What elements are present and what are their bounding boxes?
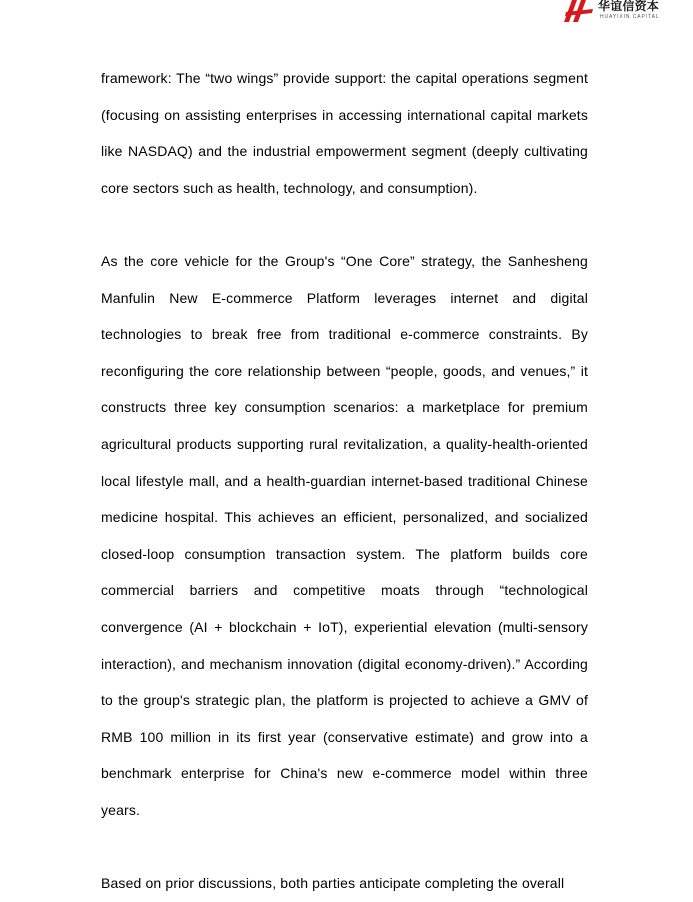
document-body — [101, 60, 588, 902]
logo-chinese-name: 华谊信资本 — [598, 0, 660, 13]
huayixin-logo-icon — [563, 0, 595, 22]
company-logo — [563, 0, 693, 24]
paragraph-discussions: Based on prior discussions, both parties anticipate completing the overall — [101, 875, 565, 892]
paragraph-two-wings: framework: The “two wings” provide support: the capital operations segment (focusing on assisting enterprises in accessing international capital markets like NASDAQ) and the industrial empowerment segment (deeply cultivating core sectors such as health, technology, and consumption). — [101, 70, 588, 196]
paragraph-platform: As the core vehicle for the Group's “One Core” strategy, the Sanhesheng Manfulin New E-commerce Platform leverages internet and digital technologies to break free from traditional e-commerce constraints. By reconfiguring the core relationship between “people, goods, and venues,” it constructs three key consumption scenarios: a marketplace for premium agricultural products supporting rural revitalization, a quality-health-oriented local lifestyle mall, and a health-guardian internet-based traditional Chinese medicine hospital. This achieves an efficient, personalized, and socialized closed-loop consumption transaction system. The platform builds core commercial barriers and competitive moats through “technological convergence (AI + blockchain + IoT), experiential elevation (multi-sensory interaction), and mechanism innovation (digital economy-driven).” According to the group's strategic plan, the platform is projected to achieve a GMV of RMB 100 million in its first year (conservative estimate) and grow into a benchmark enterprise for China's new e-commerce model within three years. — [101, 252, 588, 818]
logo-english-name: HUAYIXIN CAPITAL — [600, 14, 660, 20]
